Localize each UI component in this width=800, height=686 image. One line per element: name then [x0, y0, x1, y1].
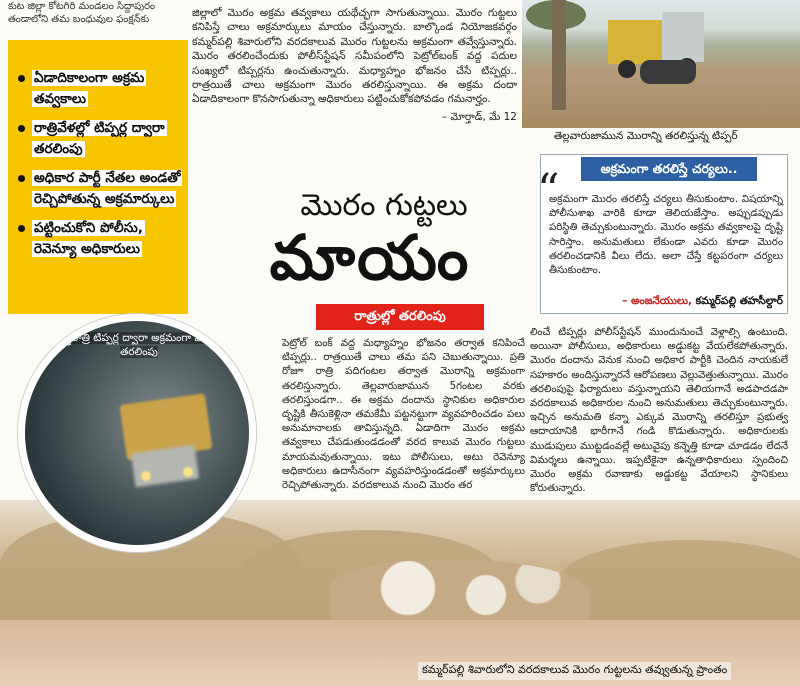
motorbike: [640, 60, 696, 84]
quote-text: అక్రమంగా మొరం తరలిస్తే చర్యలు తీసుకుంటాం. విషయాన్ని పోలీసుశాఖ వారికి కూడా తెలియజేస్తాం. అప్పుడప్పుడు పరిస్థితి తెచ్చుకుంటున్నారు. మొరం అక్రమ తవ్వకాలపై దృష్టి సారిస్తాం. అనుమతులు లేకుండా ఎవరు కూడా మొరం తరలించడానికి వీలు లేదు. అలా చేస్తే కట్టపరంగా చర్యలు తీసుకుంటాం.: [549, 194, 783, 277]
quote-speaker: – అంజనేయులు, కమ్మర్‌పల్లి తహసీల్దార్: [622, 295, 783, 307]
dateline: – మోర్తాడ్, మే 12: [441, 110, 517, 123]
headline: మాయం: [269, 221, 471, 294]
truck-photo: [522, 0, 800, 128]
subhead-banner: రాత్రుల్లో తరలింపు: [316, 304, 484, 330]
highlight-item: ఏడాదికాలంగా అక్రమ తవ్వకాలు: [18, 68, 182, 110]
official-quote-box: [537, 154, 788, 314]
bullet-icon: [18, 225, 25, 232]
highlight-item: పట్టించుకోని పోలీసు, రెవెన్యూ అధికారులు: [18, 218, 182, 260]
article-body-right: లించే టిప్పర్లు పోలీస్‌స్టేషన్ ముందునుంచే వెళ్లాల్సి ఉంటుంది. అయినా పోలీసులు, అధికారులు అడ్డుకట్ట వేయలేకపోతున్నారు. మొరం దందాను వెనుక నుంచి అధికార పార్టీకి చెందిన నాయకులే సహకారం అందిస్తున్నారనే ఆరోపణలు వెల్లువెత్తుతున్నాయి. మొరం తరలింపుపై ఫిర్యాదులు వస్తున్నాయని తెలియగానే అడపాదడపా వరదకాలువ అధికారుల నుంచి అనుమతులు తెచ్చుకుంటున్నారు. ఇచ్చిన అనుమతి కన్నా ఎక్కువ మొరాన్ని తరలిస్తూ ప్రభుత్వ ఆదాయానికి భారీగానే గండి కొడుతున్నారు. అధికారులకు ముడుపులు ముట్టడంవల్లే అటువైపు కన్నెత్తి కూడా చూడడం లేదనే విమర్శలు ఉన్నాయి. ఇప్పటికైనా ఉన్నతాధికారులు స్పందించి మొరం అక్రమ రవాణాకు అడ్డుకట్ట వేయాలని స్థానికులు కోరుతున్నారు.: [530, 327, 788, 495]
bullet-icon: [18, 75, 25, 82]
quote-icon: “: [537, 165, 560, 216]
landscape-caption: కమ్మర్‌పల్లి శివారులోని వరదకాలువ మొరం గుట్టలను తవ్వుతున్న ప్రాంతం: [418, 662, 731, 680]
quote-title: అక్రమంగా తరలిస్తే చర్యలు..: [581, 157, 757, 181]
highlights-box: [8, 40, 188, 314]
headline-kicker: మొరం గుట్టలు: [300, 188, 468, 223]
previous-article-fragment: కుట జిల్లా కోటగిరి మండలం సిద్దాపురం తండాలోని తమ బంధువుల ఫంక్షన్‌కు: [8, 1, 156, 25]
bullet-icon: [18, 125, 25, 132]
article-intro: జిల్లాలో మొరం అక్రమ తవ్వకాలు యథేచ్ఛగా సాగుతున్నాయి. మొరం గుట్టలు కనిపిస్తే చాలు అక్రమార్కులు మాయం చేస్తున్నారు. బాల్కొండ నియోజకవర్గం కమ్మర్‌పల్లి శివారులోని వరదకాలువ మొరం గుట్టలను అక్రమంగా తవ్వేస్తున్నారు. మొరం తరలించేందుకు పోలీస్‌స్టేషన్ సమీపంలోని పెట్రోల్‌బంక్ వద్ద పదుల సంఖ్యలో టిప్పర్లను ఉంచుతున్నారు. మధ్యాహ్నం భోజనం చేసే టిప్పర్లు.. రాత్రయితే చాలు అక్రమంగా మొరం తరలిస్తున్నాయి. ఈ అక్రమ దందా ఏడాదికాలంగా కొనసాగుతున్నా అధికారులు పట్టించుకోకపోవడం గమనార్హం. – మోర్తాడ్, మే 12: [192, 7, 517, 123]
highlight-item: రాత్రివేళల్లో టిప్పర్ల ద్వారా తరలింపు: [18, 118, 182, 160]
night-tipper-photo: [18, 314, 256, 552]
bullet-icon: [18, 175, 25, 182]
highlight-item: అధికార పార్టీ నేతల అండతో రెచ్చిపోతున్న అక్రమార్కులు: [18, 168, 182, 210]
truck-photo-caption: తెల్లవారుజామున మొరాన్ని తరలిస్తున్న టిప్పర్: [554, 130, 738, 142]
article-body-middle: పెట్రోల్ బంక్ వద్ద మధ్యాహ్నం భోజనం తర్వాత కనిపించే టిప్పర్లు.. రాత్రయితే చాలు తమ పని చెబుతున్నాయి. ప్రతి రోజూ రాత్రి పదిగంటల తర్వాత మొరాన్ని అక్రమంగా తరలిస్తున్నారు. తెల్లవారుజామున 5గంటల వరకు తరలిస్తుండగా.. ఈ అక్రమ దందాను స్థానికుల అధికారుల దృష్టికి తీసుకెళ్లినా తమకేమీ పట్టనట్టుగా వ్యవహరించడం పలు అనుమానాలకు తావిస్తున్నది. ఏడాదిగా మొరం అక్రమ తవ్వకాలు చేపడుతుండడంతో వరద కాలువ మొరం గుట్టలు మాయమవుతున్నాయి. ఇటు పోలీసులు, అటు రెవెన్యూ అధికారులు ఉదాసీనంగా వ్యవహరిస్తుండడంతో అక్రమార్కులు రెచ్చిపోతున్నారు. వరదకాలువ నుంచి మొరం తర: [282, 338, 525, 492]
night-photo-caption: అర్ధరాత్రి టిప్పర్ల ద్వారా అక్రమంగా మొరం తరలింపు: [57, 332, 221, 358]
